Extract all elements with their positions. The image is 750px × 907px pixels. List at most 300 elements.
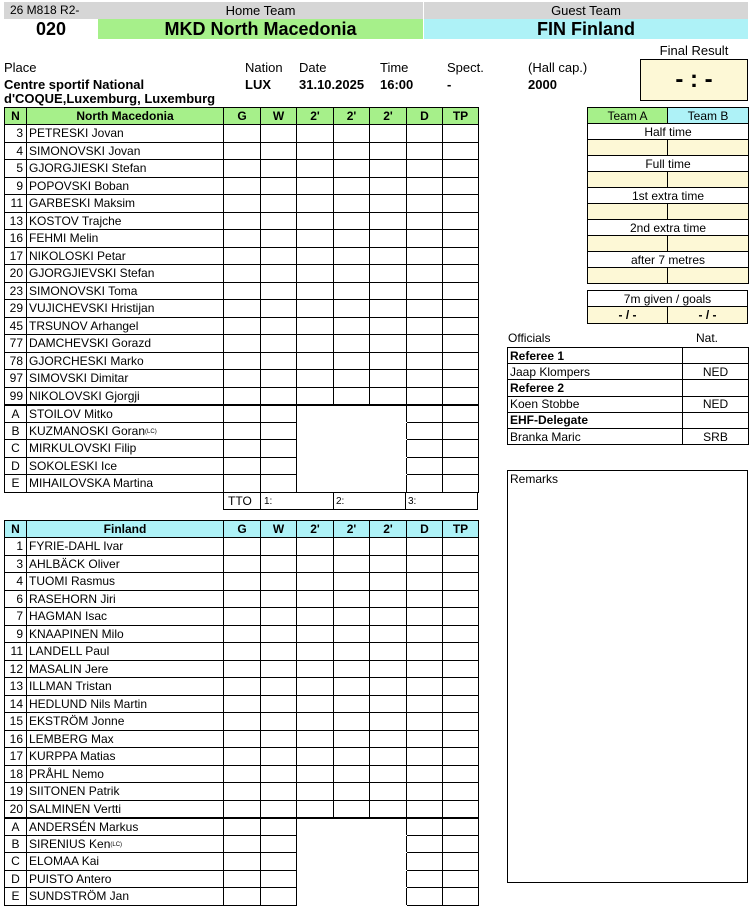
- home-player-row: [5, 160, 479, 178]
- stat-cell: [443, 265, 479, 283]
- stat-cell: [261, 230, 297, 248]
- referee-nat: NED: [683, 396, 749, 412]
- stat-cell: [297, 678, 334, 696]
- player-name: POPOVSKI Boban: [27, 177, 224, 195]
- stat-cell: [407, 888, 443, 906]
- referee-nat: SRB: [683, 428, 749, 444]
- stat-cell: [407, 625, 443, 643]
- match-number: 020: [35, 19, 67, 39]
- guest-official-row: [5, 818, 479, 836]
- remarks-box: [507, 470, 748, 883]
- player-number: 3: [5, 555, 27, 573]
- stat-cell: [224, 370, 261, 388]
- player-name: HEDLUND Nils Martin: [27, 695, 224, 713]
- stat-cell: [334, 555, 370, 573]
- player-name: EKSTRÖM Jonne: [27, 713, 224, 731]
- date-value: 31.10.2025: [299, 77, 365, 92]
- stat-cell-blank: [297, 888, 407, 906]
- guest-team-label: Guest Team: [424, 2, 748, 19]
- player-number: 11: [5, 643, 27, 661]
- stat-cell: [370, 160, 407, 178]
- guest-player-row: [5, 765, 479, 783]
- stat-cell: [370, 300, 407, 318]
- tto-2: 2:: [336, 496, 345, 507]
- stat-cell: [370, 247, 407, 265]
- stat-cell: [261, 212, 297, 230]
- stat-cell: [261, 317, 297, 335]
- stat-cell: [297, 660, 334, 678]
- stat-cell: [443, 835, 479, 853]
- stat-cell: [443, 440, 479, 458]
- player-name: PETRESKI Jovan: [27, 125, 224, 143]
- stat-cell: [224, 177, 261, 195]
- result-team-b-cell: [668, 140, 749, 156]
- stat-cell: [261, 405, 297, 423]
- seven-m-box: [587, 290, 748, 324]
- stat-cell: [443, 300, 479, 318]
- stat-cell: [370, 660, 407, 678]
- stat-cell: [224, 195, 261, 213]
- result-team-a-cell: [588, 268, 668, 284]
- stat-cell: [297, 265, 334, 283]
- player-number: 77: [5, 335, 27, 353]
- stat-cell: [261, 625, 297, 643]
- player-name: NIKOLOVSKI Gjorgji: [27, 387, 224, 405]
- player-name: SIMONOVSKI Toma: [27, 282, 224, 300]
- home-player-row: [5, 370, 479, 388]
- stat-cell-blank: [297, 475, 407, 493]
- stat-cell: [407, 177, 443, 195]
- stat-cell: [224, 335, 261, 353]
- player-name: MASALIN Jere: [27, 660, 224, 678]
- home-official-row: [5, 422, 479, 440]
- stat-cell: [443, 818, 479, 836]
- stat-cell: [224, 695, 261, 713]
- stat-cell: [407, 800, 443, 818]
- player-name: GJORCHESKI Marko: [27, 352, 224, 370]
- referee-nat-blank: [683, 348, 749, 364]
- stat-cell: [370, 748, 407, 766]
- col-header: 2': [297, 521, 334, 538]
- stat-cell: [407, 352, 443, 370]
- referee-name: Koen Stobbe: [508, 396, 683, 412]
- stat-cell: [224, 352, 261, 370]
- stat-cell: [297, 555, 334, 573]
- stat-cell: [407, 555, 443, 573]
- stat-cell: [334, 783, 370, 801]
- stat-cell: [261, 422, 297, 440]
- stat-cell: [443, 387, 479, 405]
- stat-cell: [297, 300, 334, 318]
- player-number: 1: [5, 538, 27, 556]
- home-official-row: [5, 405, 479, 423]
- guest-team-name-header: Finland: [27, 521, 224, 538]
- player-name: SALMINEN Vertti: [27, 800, 224, 818]
- col-header: 2': [334, 108, 370, 125]
- stat-cell: [334, 352, 370, 370]
- stat-cell: [407, 282, 443, 300]
- stat-cell: [297, 160, 334, 178]
- referee-role: EHF-Delegate: [508, 412, 683, 428]
- stat-cell: [443, 538, 479, 556]
- player-number: 12: [5, 660, 27, 678]
- player-number: 7: [5, 608, 27, 626]
- stat-cell: [224, 730, 261, 748]
- stat-cell: [370, 352, 407, 370]
- official-name: MIHAILOVSKA Martina: [29, 476, 154, 491]
- stat-cell: [443, 475, 479, 493]
- stat-cell: [443, 643, 479, 661]
- place-label: Place: [4, 60, 37, 75]
- stat-cell-blank: [297, 818, 407, 836]
- stat-cell: [407, 695, 443, 713]
- stat-cell: [261, 352, 297, 370]
- stat-cell: [370, 783, 407, 801]
- official-name-cell: [27, 440, 224, 458]
- stat-cell-blank: [297, 835, 407, 853]
- stat-cell: [261, 265, 297, 283]
- stat-cell: [261, 370, 297, 388]
- stat-cell: [261, 247, 297, 265]
- home-player-row: [5, 177, 479, 195]
- time-value: 16:00: [380, 77, 414, 92]
- guest-player-row: [5, 783, 479, 801]
- col-header: W: [261, 108, 297, 125]
- tto-3: 3:: [408, 496, 417, 507]
- stat-cell: [261, 195, 297, 213]
- stat-cell: [443, 247, 479, 265]
- player-number: 3: [5, 125, 27, 143]
- stat-cell: [370, 387, 407, 405]
- stat-cell: [443, 125, 479, 143]
- stat-cell: [407, 195, 443, 213]
- spect-value: -: [447, 77, 452, 92]
- stat-cell: [224, 230, 261, 248]
- stat-cell: [370, 370, 407, 388]
- player-number: 9: [5, 177, 27, 195]
- nation-value: LUX: [245, 77, 271, 92]
- stat-cell: [224, 678, 261, 696]
- tto-row: [223, 492, 478, 510]
- stat-cell: [261, 300, 297, 318]
- stat-cell: [261, 783, 297, 801]
- stat-cell: [407, 713, 443, 731]
- stat-cell: [407, 265, 443, 283]
- stat-cell: [297, 730, 334, 748]
- result-team-a-cell: [588, 236, 668, 252]
- result-team-a-cell: [588, 172, 668, 188]
- stat-cell: [297, 765, 334, 783]
- stat-cell: [297, 142, 334, 160]
- stat-cell: [297, 590, 334, 608]
- stat-cell: [297, 695, 334, 713]
- official-name: SIRENIUS Ken: [29, 836, 111, 851]
- stat-cell: [224, 590, 261, 608]
- referee-role: Referee 2: [508, 380, 683, 396]
- stat-cell: [407, 660, 443, 678]
- home-official-row: [5, 440, 479, 458]
- stat-cell: [443, 800, 479, 818]
- stat-cell: [224, 282, 261, 300]
- stat-cell: [224, 643, 261, 661]
- stat-cell: [334, 282, 370, 300]
- player-number: 20: [5, 265, 27, 283]
- stat-cell: [261, 142, 297, 160]
- official-name-cell: [27, 853, 224, 871]
- stat-cell: [261, 800, 297, 818]
- player-name: GARBESKI Maksim: [27, 195, 224, 213]
- official-letter: B: [5, 835, 27, 853]
- stat-cell: [407, 300, 443, 318]
- player-name: LEMBERG Max: [27, 730, 224, 748]
- official-letter: B: [5, 422, 27, 440]
- tto-1: 1:: [264, 496, 273, 507]
- home-player-row: [5, 125, 479, 143]
- result-team-a-cell: [588, 204, 668, 220]
- player-number: 97: [5, 370, 27, 388]
- home-player-row: [5, 247, 479, 265]
- stat-cell: [334, 678, 370, 696]
- home-player-row: [5, 352, 479, 370]
- col-header: 2': [370, 521, 407, 538]
- player-name: PRÅHL Nemo: [27, 765, 224, 783]
- official-name-cell: [27, 405, 224, 423]
- stat-cell: [261, 538, 297, 556]
- stat-cell: [261, 573, 297, 591]
- stat-cell: [407, 870, 443, 888]
- player-number: 78: [5, 352, 27, 370]
- stat-cell: [224, 457, 261, 475]
- col-header: 2': [334, 521, 370, 538]
- n-header: N: [5, 108, 27, 125]
- stat-cell: [334, 538, 370, 556]
- stat-cell: [443, 352, 479, 370]
- referee-nat: NED: [683, 364, 749, 380]
- stat-cell: [334, 748, 370, 766]
- stat-cell: [370, 573, 407, 591]
- stat-cell: [261, 870, 297, 888]
- stat-cell: [261, 608, 297, 626]
- match-code: 26 M818 R2-: [4, 2, 98, 19]
- nation-label: Nation: [245, 60, 283, 75]
- home-player-row: [5, 335, 479, 353]
- player-name: TUOMI Rasmus: [27, 573, 224, 591]
- referee-name: Jaap Klompers: [508, 364, 683, 380]
- stat-cell: [443, 230, 479, 248]
- stat-cell: [224, 625, 261, 643]
- final-result-box: - : -: [640, 59, 748, 101]
- official-letter: D: [5, 870, 27, 888]
- stat-cell: [443, 177, 479, 195]
- stat-cell: [261, 440, 297, 458]
- stat-cell: [407, 475, 443, 493]
- stat-cell: [224, 818, 261, 836]
- stat-cell: [297, 748, 334, 766]
- stat-cell: [334, 800, 370, 818]
- lc-marker: (LC): [145, 428, 157, 435]
- guest-player-row: [5, 678, 479, 696]
- stat-cell: [224, 748, 261, 766]
- stat-cell: [334, 590, 370, 608]
- player-number: 18: [5, 765, 27, 783]
- stat-cell: [407, 538, 443, 556]
- guest-player-row: [5, 538, 479, 556]
- stat-cell: [370, 555, 407, 573]
- stat-cell: [443, 870, 479, 888]
- stat-cell: [443, 590, 479, 608]
- guest-player-row: [5, 643, 479, 661]
- official-name-cell: [27, 870, 224, 888]
- stat-cell: [334, 335, 370, 353]
- home-player-row: [5, 195, 479, 213]
- official-letter: D: [5, 457, 27, 475]
- stat-cell: [334, 160, 370, 178]
- stat-cell: [224, 212, 261, 230]
- place-line1: Centre sportif National: [4, 77, 145, 92]
- result-team-b-cell: [668, 204, 749, 220]
- stat-cell: [443, 660, 479, 678]
- referee-nat-blank: [683, 412, 749, 428]
- guest-player-row: [5, 800, 479, 818]
- player-number: 17: [5, 247, 27, 265]
- stat-cell: [407, 748, 443, 766]
- player-name: SIITONEN Patrik: [27, 783, 224, 801]
- stat-cell: [370, 625, 407, 643]
- stat-cell: [407, 387, 443, 405]
- stat-cell: [407, 643, 443, 661]
- col-header: 2': [297, 108, 334, 125]
- guest-player-row: [5, 695, 479, 713]
- stat-cell: [334, 730, 370, 748]
- stat-cell: [261, 555, 297, 573]
- stat-cell: [261, 765, 297, 783]
- stat-cell: [224, 475, 261, 493]
- stat-cell: [297, 713, 334, 731]
- stat-cell: [334, 195, 370, 213]
- home-player-row: [5, 300, 479, 318]
- stat-cell: [334, 300, 370, 318]
- home-player-row: [5, 212, 479, 230]
- stat-cell: [261, 387, 297, 405]
- stat-cell: [334, 713, 370, 731]
- col-header: D: [407, 521, 443, 538]
- stat-cell: [261, 835, 297, 853]
- player-number: 9: [5, 625, 27, 643]
- stat-cell: [407, 160, 443, 178]
- official-name: MIRKULOVSKI Filip: [29, 441, 137, 456]
- stat-cell: [297, 538, 334, 556]
- player-name: HAGMAN Isac: [27, 608, 224, 626]
- stat-cell: [334, 370, 370, 388]
- stat-cell: [407, 335, 443, 353]
- stat-cell: [224, 300, 261, 318]
- guest-player-row: [5, 713, 479, 731]
- stat-cell: [297, 387, 334, 405]
- player-number: 19: [5, 783, 27, 801]
- results-table: [587, 107, 749, 284]
- stat-cell: [407, 678, 443, 696]
- stat-cell: [297, 230, 334, 248]
- team-a-header: Team A: [588, 108, 668, 124]
- col-header: TP: [443, 521, 479, 538]
- stat-cell: [370, 125, 407, 143]
- stat-cell: [261, 125, 297, 143]
- stat-cell: [224, 160, 261, 178]
- stat-cell-blank: [297, 440, 407, 458]
- stat-cell: [224, 765, 261, 783]
- stat-cell: [370, 608, 407, 626]
- official-name: ANDERSÉN Markus: [29, 819, 139, 834]
- player-name: KOSTOV Trajche: [27, 212, 224, 230]
- official-name-cell: [27, 457, 224, 475]
- home-player-row: [5, 230, 479, 248]
- player-name: RASEHORN Jiri: [27, 590, 224, 608]
- col-header: G: [224, 108, 261, 125]
- stat-cell: [297, 352, 334, 370]
- stat-cell: [224, 853, 261, 871]
- result-period-label: after 7 metres: [588, 252, 749, 268]
- stat-cell: [443, 317, 479, 335]
- stat-cell: [297, 317, 334, 335]
- seven-m-team-a: - / -: [588, 307, 668, 323]
- official-name: KUZMANOSKI Goran: [29, 423, 146, 438]
- player-name: SIMOVSKI Dimitar: [27, 370, 224, 388]
- hallcap-value: 2000: [528, 77, 557, 92]
- stat-cell: [370, 713, 407, 731]
- stat-cell: [224, 783, 261, 801]
- stat-cell: [297, 608, 334, 626]
- stat-cell: [261, 177, 297, 195]
- stat-cell: [224, 387, 261, 405]
- stat-cell: [261, 695, 297, 713]
- stat-cell: [261, 818, 297, 836]
- stat-cell: [443, 713, 479, 731]
- guest-player-row: [5, 608, 479, 626]
- official-letter: A: [5, 818, 27, 836]
- stat-cell: [261, 282, 297, 300]
- home-team-name-header: North Macedonia: [27, 108, 224, 125]
- official-letter: A: [5, 405, 27, 423]
- stat-cell: [224, 247, 261, 265]
- player-number: 16: [5, 730, 27, 748]
- guest-player-row: [5, 555, 479, 573]
- player-number: 23: [5, 282, 27, 300]
- stat-cell: [334, 142, 370, 160]
- stat-cell: [370, 265, 407, 283]
- officials-label: Officials: [508, 331, 551, 345]
- stat-cell: [443, 783, 479, 801]
- guest-roster-header: [5, 521, 479, 538]
- official-name-cell: [27, 818, 224, 836]
- stat-cell: [224, 870, 261, 888]
- player-name: FEHMI Melin: [27, 230, 224, 248]
- stat-cell: [224, 317, 261, 335]
- stat-cell: [407, 405, 443, 423]
- team-b-header: Team B: [668, 108, 749, 124]
- guest-official-row: [5, 835, 479, 853]
- result-team-b-cell: [668, 268, 749, 284]
- player-name: KNAAPINEN Milo: [27, 625, 224, 643]
- result-team-a-cell: [588, 140, 668, 156]
- stat-cell: [224, 713, 261, 731]
- official-name-cell: [27, 888, 224, 906]
- home-team-label: Home Team: [98, 2, 423, 19]
- guest-player-row: [5, 730, 479, 748]
- date-label: Date: [299, 60, 327, 75]
- player-name: GJORGJIESKI Stefan: [27, 160, 224, 178]
- col-header: TP: [443, 108, 479, 125]
- home-team-title: MKD North Macedonia: [98, 19, 423, 39]
